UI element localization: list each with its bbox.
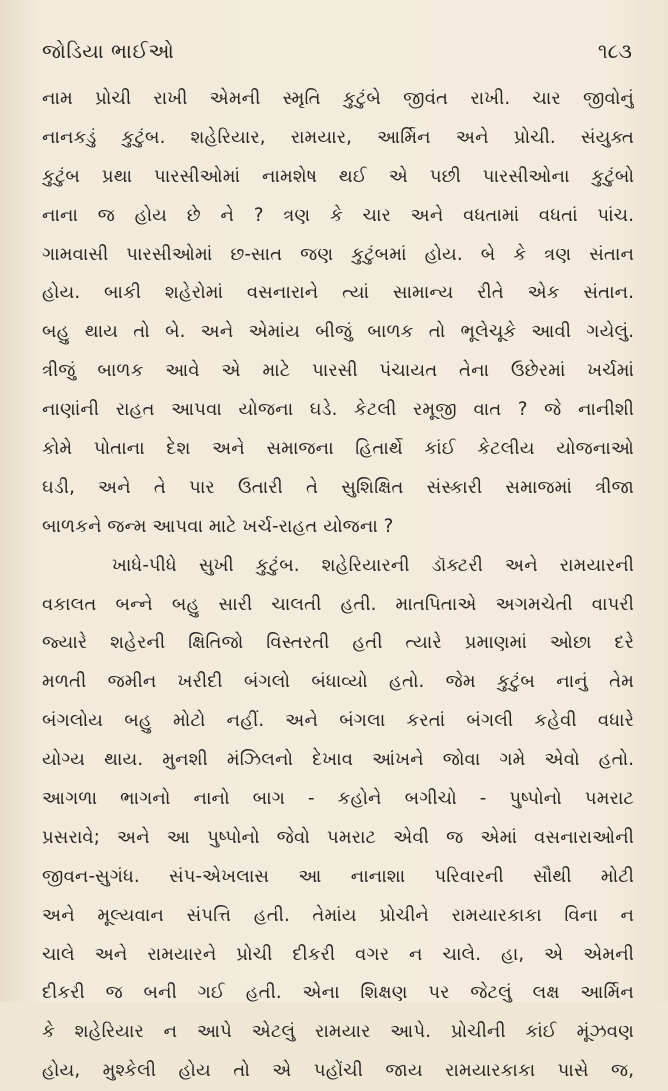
running-header xyxy=(42,34,632,68)
text-line: બંગલોય બહુ મોટો નહીં. અને બંગલા કરતાં બંગલી કહેવી વધારે xyxy=(42,710,634,732)
text-line: હોય. બાકી શહેરોમાં વસનારાને ત્યાં સામાન્ય રીતે એક સંતાન. xyxy=(42,282,634,304)
text-line: પ્રસરાવે; અને આ પુષ્પોનો જેવો પમરાટ એવી જ એમાં વસનારાઓની xyxy=(42,826,634,848)
text-line: નાના જ હોય છે ને ? ત્રણ કે ચાર અને વધતામાં વધતાં પાંચ. xyxy=(42,204,634,226)
text-line: આગળા ભાગનો નાનો બાગ - કહોને બગીચો - પુષ્પોનો પમરાટ xyxy=(42,788,634,810)
text-line: ચાલે અને રામયારને પ્રોચી દીકરી વગર ન ચાલે. હા, એ એમની xyxy=(42,943,634,965)
text-line: ઘડી, અને તે પાર ઉતારી તે સુશિક્ષિત સંસ્કારી સમાજમાં ત્રીજા xyxy=(42,476,634,498)
text-line: જીવન-સુગંધ. સંપ-એખલાસ આ નાનાશા પરિવારની સૌથી મોટી xyxy=(42,865,634,887)
text-line: ત્રીજું બાળક આવે એ માટે પારસી પંચાયત તેના ઉછેરમાં ખર્ચમાં xyxy=(42,360,634,382)
text-line: કે શહેરિયાર ન આપે એટલું રામયાર આપે. પ્રોચીની કાંઈ મૂંઝવણ xyxy=(42,1021,634,1043)
text-line: નામ પ્રોચી રાખી એમની સ્મૃતિ કુટુંબે જીવંત રાખી. ચાર જીવોનું xyxy=(42,88,634,109)
page-number: ૧૮૩ xyxy=(597,39,632,63)
text-line: ગામવાસી પારસીઓમાં છ-સાત જણ કુટુંબમાં હોય. બે કે ત્રણ સંતાન xyxy=(42,243,634,265)
paragraph-start-line: ખાધે-પીધે સુખી કુટુંબ. શહેરિયારની ડૉક્ટરી અને રામયારની xyxy=(112,554,634,576)
text-line: કુટુંબ પ્રથા પારસીઓમાં નામશેષ થઈ એ પછી પારસીઓના કુટુંબો xyxy=(42,165,634,187)
text-line: બાળકને જન્મ આપવા માટે ખર્ચ-રાહત યોજના ? xyxy=(42,515,394,537)
text-line: નાણાંની રાહત આપવા યોજના ઘડે. કેટલી રમૂજી વાત ? જે નાનીશી xyxy=(42,399,634,421)
text-line: દીકરી જ બની ગઈ હતી. એના શિક્ષણ પર જેટલું લક્ષ આર્મિન xyxy=(42,982,634,1004)
text-line: વકાલત બન્ને બહુ સારી ચાલતી હતી. માતપિતાએ અગમચેતી વાપરી xyxy=(42,593,634,615)
text-line: બહુ થાય તો બે. અને એમાંય બીજું બાળક તો ભૂલેચૂકે આવી ગયેલું. xyxy=(42,321,634,343)
text-line: જ્યારે શહેરની ક્ષિતિજો વિસ્તરતી હતી ત્યારે પ્રમાણમાં ઓછા દરે xyxy=(42,632,634,654)
text-line: યોગ્ય થાય. મુનશી મંઝિલનો દેખાવ આંખને જોવા ગમે એવો હતો. xyxy=(42,749,634,771)
book-title: જોડિયા ભાઈઓ xyxy=(42,39,175,63)
text-line: અને મૂલ્યવાન સંપત્તિ હતી. તેમાંય પ્રોચીને રામયારકાકા વિના ન xyxy=(42,904,634,926)
text-line: હોય, મુશ્કેલી હોય તો એ પહોંચી જાય રામયારકાકા પાસે જ, xyxy=(42,1060,634,1082)
text-line: નાનકડું કુટુંબ. શહેરિયાર, રામયાર, આર્મિન અને પ્રોચી. સંયુક્ત xyxy=(42,126,634,148)
text-line: મળતી જમીન ખરીદી બંગલો બંધાવ્યો હતો. જેમ કુટુંબ નાનું તેમ xyxy=(42,671,634,693)
text-line: કોમે પોતાના દેશ અને સમાજના હિતાર્થે કાંઈ કેટલીય યોજનાઓ xyxy=(42,438,634,460)
body-text xyxy=(42,80,634,1091)
